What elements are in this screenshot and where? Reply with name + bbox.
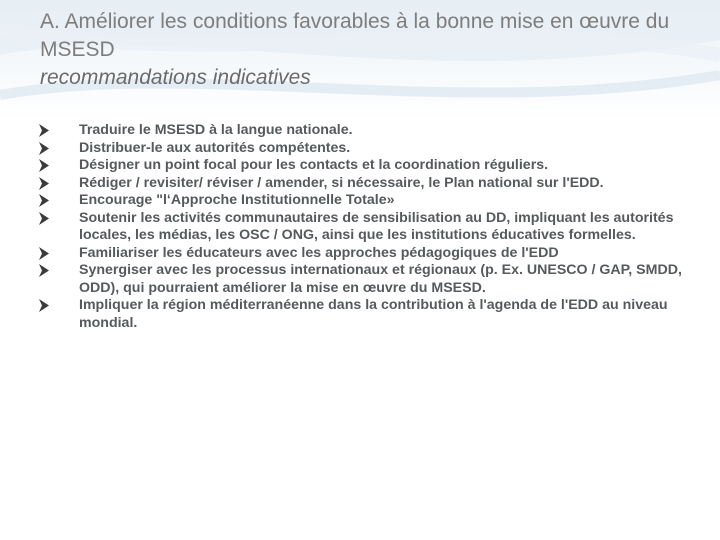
list-item-text: Encourage "l‘Approche Institutionnelle Totale» xyxy=(79,192,395,208)
arrow-bullet-icon xyxy=(38,212,50,225)
recommendations-list xyxy=(38,122,698,332)
list-item xyxy=(38,140,698,158)
list-item-text: Impliquer la région méditerranéenne dans la contribution à l'agenda de l'EDD au niveau mondial. xyxy=(79,297,668,331)
arrow-bullet-icon xyxy=(38,264,50,277)
list-item xyxy=(38,245,698,263)
title-block xyxy=(40,8,700,92)
arrow-bullet-icon xyxy=(38,142,50,155)
list-item xyxy=(38,262,698,297)
list-item-text: Familiariser les éducateurs avec les approches pédagogiques de l'EDD xyxy=(79,244,559,261)
list-item-text: Désigner un point focal pour les contacts et la coordination réguliers. xyxy=(79,157,549,173)
list-item xyxy=(38,122,698,140)
list-item-text: Distribuer-le aux autorités compétentes. xyxy=(79,139,351,156)
arrow-bullet-icon xyxy=(38,159,50,172)
list-item-text: Soutenir les activités communautaires de sensibilisation au DD, impliquant les autorités locales, les médias, les OSC / ONG, ainsi que les institutions éducatives formelles. xyxy=(79,209,674,243)
list-item-text: Synergiser avec les processus internationaux et régionaux (p. Ex. UNESCO / GAP, SMDD, ODD), qui pourraient améliorer la mise en œuvre du MSESD. xyxy=(79,262,682,296)
arrow-bullet-icon xyxy=(38,194,50,207)
arrow-bullet-icon xyxy=(38,177,50,190)
list-item-text: Traduire le MSESD à la langue nationale. xyxy=(79,122,353,138)
list-item-text: Rédiger / revisiter/ réviser / amender, si nécessaire, le Plan national sur l'EDD. xyxy=(79,174,604,191)
arrow-bullet-icon xyxy=(38,124,50,137)
arrow-bullet-icon xyxy=(38,247,50,260)
slide-subtitle: recommandations indicatives xyxy=(40,66,311,89)
list-item xyxy=(38,297,698,332)
arrow-bullet-icon xyxy=(38,299,50,312)
slide-title: A. Améliorer les conditions favorables à la bonne mise en œuvre du MSESD xyxy=(40,10,670,61)
list-item xyxy=(38,175,698,193)
list-item xyxy=(38,157,698,175)
list-item xyxy=(38,210,698,245)
list-item xyxy=(38,192,698,210)
